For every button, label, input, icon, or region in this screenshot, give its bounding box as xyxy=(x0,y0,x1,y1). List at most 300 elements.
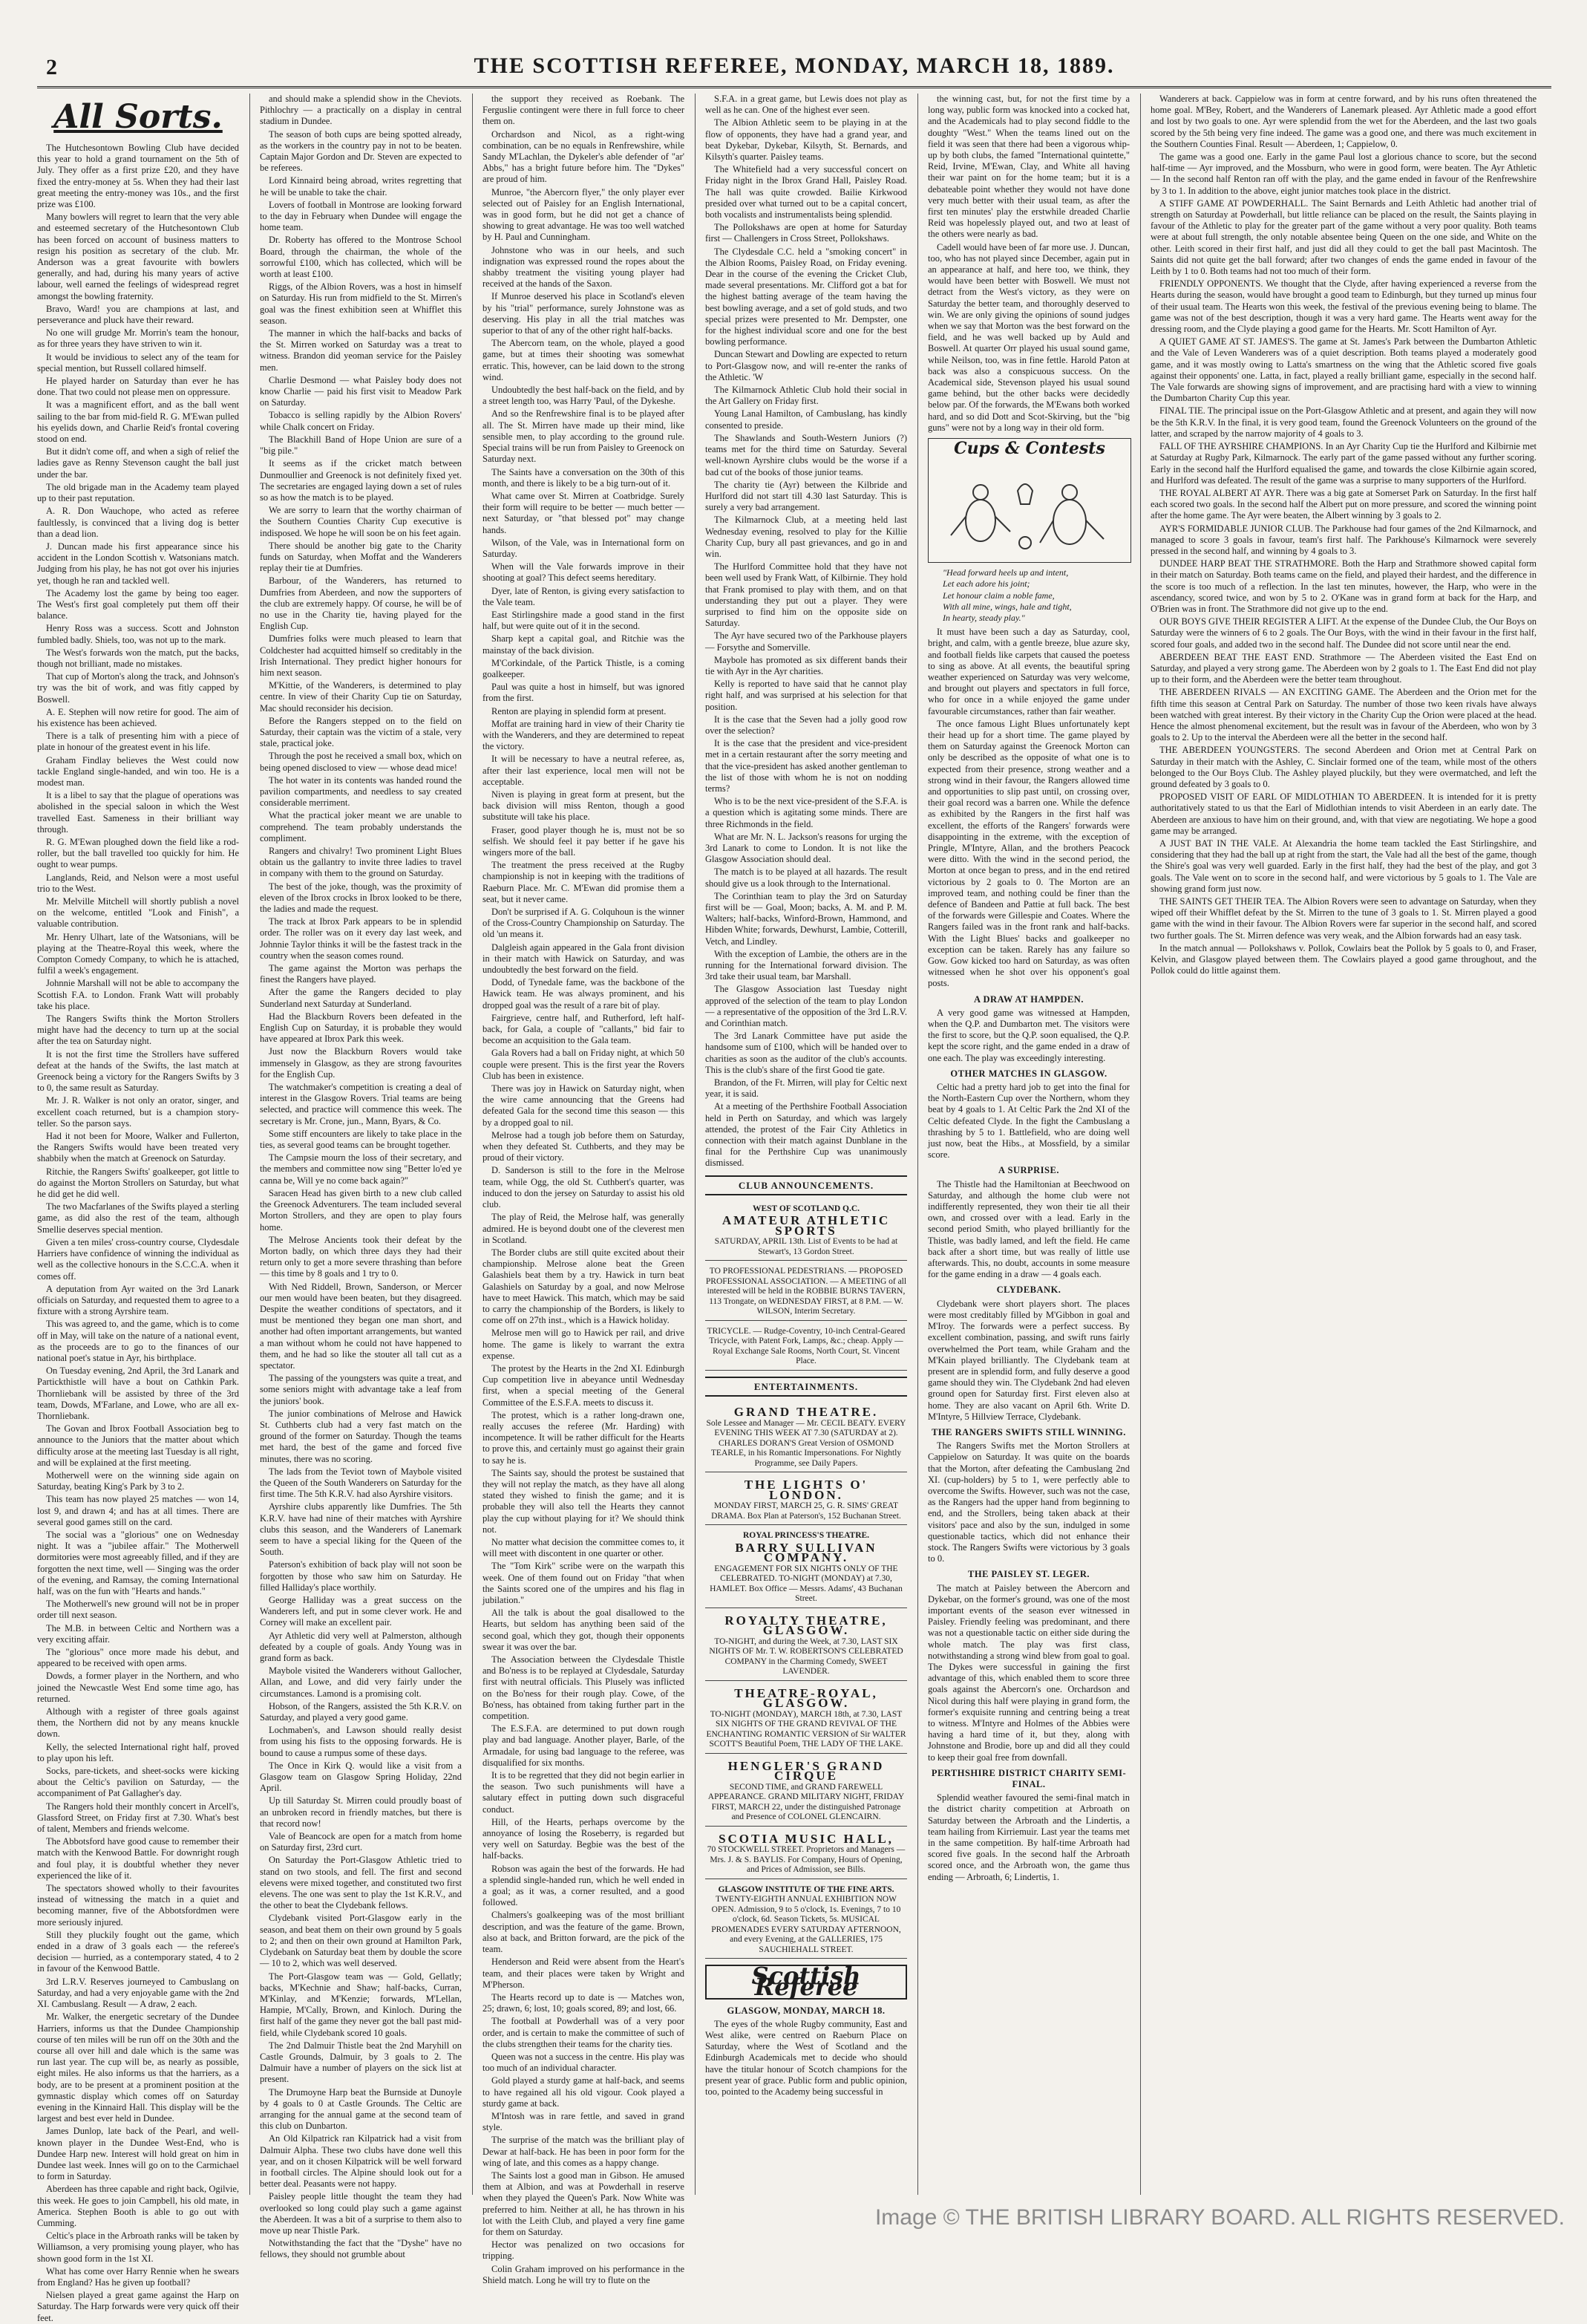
article-paragraph: Some stiff encounters are likely to take place in the ties, as several good teams can be brought together. xyxy=(260,1128,462,1151)
article-paragraph: A STIFF GAME AT POWDERHALL. The Saint Bernards and Leith Athletic had another trial of strength on Saturday at Powderhall, but little reliance can be placed on the result, the Saints playing in favour of the Athletic to play for the greater part of the game without a very poor quality. Both teams were at about full strength, the only notable absentee being Queen on the one side, and White on the other. Leith scored in their first half, and just did all they could to get the ball past Macintosh. The Saints did not quite get the ball forward; after two changes of ends the game ended in favour of the Leith by 1 to 0. Both teams had not too much of their form. xyxy=(1151,198,1537,277)
article-paragraph: Given a ten miles' cross-country course, Clydesdale Harriers have confidence of winning the individual as well as the collective honours in the S.C.C.A. when it comes off. xyxy=(37,1236,239,1282)
article-subheading: THE PAISLEY ST. LEGER. xyxy=(968,1569,1090,1580)
column-6-body xyxy=(1151,94,1537,978)
article-paragraph: Riggs, of the Albion Rovers, was a host in himself on Saturday. His run from midfield to the St. Mirren's goal was the finest exhibition seen at Whifflet this season. xyxy=(260,281,462,326)
article-paragraph: The Saints lost a good man in Gibson. He amused them at Albion, and was at Powderhall in reserve when they played the Queen's Park. Now White was preferred to him. Neither at all, he has thrown in his lot with the Leith Club, and played a very fine game for them on Saturday. xyxy=(482,2170,684,2237)
article-paragraph: The Campsie mourn the loss of their secretary, and the members and committee now sing "Better lo'ed ye canna be, Will ye no come back again?" xyxy=(260,1152,462,1186)
advertisement xyxy=(705,1611,907,1681)
article-paragraph: The Saints say, should the protest be sustained that they will not replay the match, as they have all along stated they wished to finish the game; and it is probable they will also tell the Hearts they cannot play the cup without playing for it? We should think not. xyxy=(482,1467,684,1535)
advertisement xyxy=(705,1684,907,1754)
article-paragraph: The Melrose Ancients took their defeat by the Morton badly, on which three days they had their return only to get a more severe thrashing than before — this time by 8 goals and 1 try to 0. xyxy=(260,1234,462,1279)
article-paragraph: Paisley people little thought the team they had overlooked so long could play such a game against the Aberdeen. It was a bit of a surprise to them also to move up near Thistle Park. xyxy=(260,2191,462,2236)
article-paragraph: ABERDEEN BEAT THE EAST END. Strathmore — The Aberdeen visited the East End on Saturday, and played a very strong game. The Aberdeen won by 2 goals to 1. The East End did not play up to their form, and the Aberdeen were the better team throughout. xyxy=(1151,651,1537,685)
article-paragraph: With the exception of Lambie, the others are in the running for the International forward division. The 3rd take their usual team, bar Marshall. xyxy=(705,948,907,982)
column-1-body xyxy=(37,143,239,2324)
article-paragraph: The Association between the Clydesdale Thistle and Bo'ness is to be replayed at Clydesdale, Saturday first with neutral officials. This Plusely was inflicted on the Bo'ness for their rough play. Cowe, of the Bo'ness, has obtained from taking further part in the competition. xyxy=(482,1654,684,1722)
article-paragraph: Lochmaben's, and Lawson should really desist from using his fists to the opposing forwards. He is bound to cause a rumpus some of these days. xyxy=(260,1725,462,1758)
article-paragraph: Socks, pare-tickets, and sheet-socks were kicking about the Celtic's pavilion on Saturday, — the accompaniment of Pat Gallagher's day. xyxy=(37,1766,239,1799)
article-paragraph: Gala Rovers had a ball on Friday night, at which 50 couple were present. This is the first year the Rovers Club has been in existence. xyxy=(482,1048,684,1081)
article-paragraph: There was joy in Hawick on Saturday night, when the wire came announcing that the Greens had defeated Gala for the second time this season — this by a dropped goal to nil. xyxy=(482,1083,684,1128)
article-paragraph: FRIENDLY OPPONENTS. We thought that the Clyde, after having experienced a reverse from the Hearts during the season, would have brought a good team to Edinburgh, but they turned up minus four of their usual team. The Hearts won this week, the festival of the previous evening being to blame. The game was not of the best description, though it was a very hard game. The Hearts went away for the dressing room, and the Clyde playing a good game for the Hearts. Mr. Scott Hamilton of Ayr. xyxy=(1151,278,1537,335)
article-paragraph: The Ayr have secured two of the Parkhouse players — Forsythe and Somerville. xyxy=(705,630,907,653)
article-paragraph: Although with a register of three goals against them, the Northern did not by any means knuckle down. xyxy=(37,1706,239,1740)
article-paragraph: Orchardson and Nicol, as a right-wing combination, can be no equals in Renfrewshire, while Sandy M'Lachlan, the Dykeler's able defender of "ar' Abbs," has a bright future before him. The "Dykes" are proud of him. xyxy=(482,128,684,185)
article-paragraph: The Rangers hold their monthly concert in Arcell's, Glassford Street, on Friday first at 7.30. What's best of talent, Members and friends welcome. xyxy=(37,1801,239,1835)
ad-title: GRAND THEATRE. xyxy=(733,1405,879,1420)
advertisement xyxy=(705,1830,907,1879)
verse-line: In hearty, steady play." xyxy=(943,612,1025,623)
article-paragraph: Mr. Henry Ulhart, late of the Watsonians, will be playing at the Theatre-Royal this week, where the Compton Comedy Company, to which he is attached, fulfil a week's engagement. xyxy=(37,931,239,976)
article-paragraph: FALL OF THE AYRSHIRE CHAMPIONS. In an Ayr Charity Cup tie the Hurlford and Kilbirnie met at Saturday at Rugby Park, Kilmarnock. The early part of the game passed without any further scoring. Early in the second half the Hurlford equalised the game, and towards the close Kilbirnie again scored, and Hurlford was defeated. The result of the game was a surprise to many supporters of the Hurlford. xyxy=(1151,441,1537,486)
article-paragraph: A QUIET GAME AT ST. JAMES'S. The game at St. James's Park between the Dumbarton Athletic and the Vale of Leven Wanderers was of a quiet description. Both teams played a moderately good game, and it was mostly owing to Latta's smartness on the wing that the Athletic scored five goals against their opponents' one. Latta, in fact, played a really brilliant game, especially in the second half. The Vale forwards are showing signs of improvement, and are practising hard with a view to winning the Dumbarton Charity Cup this year. xyxy=(1151,336,1537,404)
article-paragraph: Henry Ross was a success. Scott and Johnston fumbled badly. Shiels, too, was not up to the mark. xyxy=(37,623,239,645)
ad-title: BARRY SULLIVAN COMPANY. xyxy=(735,1540,877,1565)
article-paragraph: Ayr Athletic did very well at Palmerston, although defeated by a couple of goals. Andy Young was in grand form as back. xyxy=(260,1630,462,1664)
ad-body: TRICYCLE. — Rudge-Coventry, 10-inch Central-Geared Tricycle, with Patent Fork, Lamps, &c.; cheap. Apply — Royal Exchange Sale Rooms, North Court, St. Vincent Place. xyxy=(707,1326,906,1366)
column-5 xyxy=(928,94,1130,2195)
column-5-body-bottom xyxy=(928,994,1130,1883)
article-paragraph: He played harder on Saturday than ever he has done. That two could not please men on oppressure. xyxy=(37,376,239,398)
article-paragraph: Chalmers's goalkeeping was of the most brilliant description, and was the feature of the game. Brown, also at back, and Britton forward, are the pick of the team. xyxy=(482,1910,684,1955)
article-paragraph: Motherwell were on the winning side again on Saturday, beating King's Park by 3 to 2. xyxy=(37,1469,239,1492)
article-paragraph: After the game the Rangers decided to play Sunderland next Saturday at Sunderland. xyxy=(260,987,462,1009)
verse-block xyxy=(928,567,1130,624)
ad-body: TWENTY-EIGHTH ANNUAL EXHIBITION NOW OPEN. Admission, 9 to 5 o'clock, 1s. Evenings, 7 to 10 o'clock, 6d. Season Tickets, 5s. MUSICAL PROMENADES EVERY SATURDAY AFTERNOON, and every Evening, at the GALLERIES, 175 SAUCHIEHALL STREET. xyxy=(711,1895,901,1954)
page-number: 2 xyxy=(46,55,57,79)
article-paragraph: Wilson, of the Vale, was in International form on Saturday. xyxy=(482,537,684,559)
article-paragraph: Mr. J. R. Walker is not only an orator, singer, and excellent coach returned, but is a champion story-teller. So the parson says. xyxy=(37,1095,239,1129)
article-paragraph: Niven is playing in great form at present, but the back division will miss Renton, though a good substitute will take his place. xyxy=(482,789,684,823)
article-paragraph: The hot water in its contents was handed round the pavilion compartments, and needless to say created considerable merriment. xyxy=(260,774,462,809)
article-paragraph: Moffat are training hard in view of their Charity tie with the Wanderers, and they are determined to repeat the victory. xyxy=(482,718,684,752)
article-subheading: THE RANGERS SWIFTS STILL WINNING. xyxy=(932,1426,1126,1437)
article-paragraph: At a meeting of the Perthshire Football Association held in Perth on Saturday, and which was largely attended, the protest of the Fair City Athletics in connection with their match against Dunblane in the final for the Perthshire Cup was unanimously dismissed. xyxy=(705,1101,907,1169)
article-paragraph: OUR BOYS GIVE THEIR REGISTER A LIFT. At the expense of the Dundee Club, the Our Boys on Saturday were the winners of 6 to 2 goals. The Our Boys, with the wind in their favour in the first half, scored four goals, and added two in the second half. The Dundee did not score until near the end. xyxy=(1151,616,1537,650)
article-paragraph: Langlands, Reid, and Nelson were a most useful trio to the West. xyxy=(37,872,239,894)
advertisement xyxy=(705,1757,907,1827)
article-paragraph: It must have been such a day as Saturday, cool, bright, and calm, with a gentle breeze, blue azure sky, and football fields like carpets that caused the poetess to sing as above. At all events, the beautiful spring weather experienced on Saturday was very welcome, and brought out players and spectators in full force, who for once in a while enjoyed the game under favourable circumstances, rather than fair weather. xyxy=(928,627,1130,717)
article-paragraph: There should be another big gate to the Charity funds on Saturday, when Moffat and the Wanderers replay their tie at Dumfries. xyxy=(260,540,462,574)
article-paragraph: The football at Powderhall was of a very poor order, and is certain to make the committee of such of the clubs strengthen their teams for the charity ties. xyxy=(482,2016,684,2049)
article-paragraph: The spectators showed wholly to their favourites instead of witnessing the match in a quiet and becoming manner, five of the Abbotsfordmen were more seriously injured. xyxy=(37,1883,239,1928)
article-paragraph: The Kilmarnock Club, at a meeting held last Wednesday evening, resolved to play for the Killie Charity Cup, bury all past grievances, and go in and win. xyxy=(705,515,907,559)
article-subheading: OTHER MATCHES IN GLASGOW. xyxy=(950,1068,1107,1079)
article-paragraph: It is not the first time the Strollers have suffered defeat at the hands of the Swifts, the last match at Greenock being a victory for the Rangers Swifts by 3 to 0, the same result as Saturday. xyxy=(37,1048,239,1094)
ad-body: TO-NIGHT, and during the Week, at 7.30, LAST SIX NIGHTS OF Mr. T. W. ROBERTSON'S CELEBRATED COMPANY in the Charming Comedy, SWEET LAVENDER. xyxy=(709,1636,903,1677)
article-paragraph: The game against the Morton was perhaps the finest the Rangers have played. xyxy=(260,963,462,985)
article-paragraph: On Tuesday evening, 2nd April, the 3rd Lanark and Partickthistle will have a bout on Cathkin Park. Thornliebank will be assisted by three of the 3rd team, Dowds, M'Farlane, and Lowe, who are all ex-Thornliebank. xyxy=(37,1365,239,1421)
column-rule xyxy=(695,94,696,2195)
advertisement xyxy=(705,1264,907,1321)
column-4 xyxy=(705,94,907,2195)
article-paragraph: The watchmaker's competition is creating a deal of interest in the Glasgow Rovers. Trial teams are being selected, and practice will commence this week. The secretary is Mr. Crone, jun., Mann, Byars, & Co. xyxy=(260,1082,462,1126)
article-paragraph: 3rd L.R.V. Reserves journeyed to Cambuslang on Saturday, and had a very enjoyable game with the 2nd XI. Cambuslang. Result — A draw, 2 each. xyxy=(37,1976,239,2010)
article-paragraph: A. R. Don Wauchope, who acted as referee faultlessly, is convinced that a living dog is better than a dead lion. xyxy=(37,506,239,539)
article-paragraph: The Shawlands and South-Western Juniors (?) teams met for the third time on Saturday. Several well-known Ayrshire clubs would be the worse if a bad cut of the books of those junior teams. xyxy=(705,432,907,477)
illustration-title: Cups & Contests xyxy=(954,439,1105,459)
advertisement xyxy=(705,1882,907,1959)
article-paragraph: On Saturday the Port-Glasgow Athletic tried to stand on two stools, and fell. The first and second elevens were mixed together, and constituted two first elevens. The one was sent to play the 1st K.R.V., and the other to beat the Clydebank fellows. xyxy=(260,1855,462,1911)
article-paragraph: Tobacco is selling rapidly by the Albion Rovers' while Chalk concert on Friday. xyxy=(260,410,462,432)
article-paragraph: The M.B. in between Celtic and Northern was a very exciting affair. xyxy=(37,1622,239,1645)
masthead: THE SCOTTISH REFEREE, MONDAY, MARCH 18, 1889. xyxy=(474,53,1115,78)
article-paragraph: Splendid weather favoured the semi-final match in the district charity competition at Arbroath on Saturday between the Arbroath and the Lindertis, a team hailing from Kirriemuir. Last year the teams met in the same competition. By half-time Arbroath had scored five goals. In the second half the Arbroath scored once, and the Arbroath won, the game thus ending — Arbroath, 6; Lindertis, 1. xyxy=(928,1792,1130,1882)
advertisement xyxy=(705,1528,907,1608)
article-paragraph: The Border clubs are still quite excited about their championship. Melrose alone beat the Green Galashiels beat them by a try. Hawick in turn beat Galashiels on Saturday by a goal, and now Melrose have to meet Hawick. This match, which may be said to carry the championship of the Borders, is likely to come off on 27th inst., which is a Hawick holiday. xyxy=(482,1247,684,1326)
article-paragraph: Munroe, "the Abercorn flyer," the only player ever selected out of Paisley for an English International, was in good form, but he did not get a chance of showing to great advantage. He was too well watched by H. Paul and Cunningham. xyxy=(482,186,684,243)
article-paragraph: Had the Blackburn Rovers been defeated in the English Cup on Saturday, it is probable they would have appeared at Ibrox Park this week. xyxy=(260,1011,462,1045)
column-rule xyxy=(1140,94,1141,2195)
article-paragraph: The play of Reid, the Melrose half, was generally admired. He is beyond doubt one of the cleverest men in Scotland. xyxy=(482,1212,684,1245)
cups-and-contests-illustration xyxy=(928,438,1131,563)
article-paragraph: George Halliday was a great success on the Wanderers left, and put in some clever work. He and Corney will make an excellent pair. xyxy=(260,1595,462,1628)
article-paragraph: The "glorious" once more made his debut, and appeared to be received with open arms. xyxy=(37,1647,239,1669)
article-paragraph: Colin Graham improved on his performance in the Shield match. Long he will try to flute on the xyxy=(482,2263,684,2285)
article-paragraph: If Munroe deserved his place in Scotland's eleven by his "trial" performance, surely Johnstone was as deserving. His play in all the trial matches was superior to that of any of the other right half-backs. xyxy=(482,291,684,336)
article-paragraph: In the match annual — Pollokshaws v. Pollok, Cowlairs beat the Pollok by 5 goals to 0, and Fraser, Kelvin, and Glasgow played between them. The Cowlairs played a good game throughout, and the Pollok could do little against them. xyxy=(1151,942,1537,976)
article-paragraph: The old brigade man in the Academy team played up to their past reputation. xyxy=(37,481,239,504)
verse-line: Let honour claim a noble fame, xyxy=(943,590,1055,601)
article-paragraph: Hobson, of the Rangers, assisted the 5th K.R.V. on Saturday, and played a very good game. xyxy=(260,1700,462,1723)
article-paragraph: The Clydesdale C.C. held a "smoking concert" in the Albion Rooms, Paisley Road, on Friday evening. Dear in the course of the evening the Cricket Club, made several presentations. Mr. Clifford got a bat for the highest batting average of the team having the best bowling average, and a set of gold studs, and two special prizes were presented to Mr. Dempster, one for the highest individual score and one for the best bowling performance. xyxy=(705,246,907,347)
article-paragraph: We are sorry to learn that the worthy chairman of the Southern Counties Charity Cup executive is indisposed. We hope he will soon be on his feet again. xyxy=(260,505,462,538)
verse-line: With all mine, wings, hale and tight, xyxy=(943,601,1072,612)
ad-body: 70 STOCKWELL STREET. Proprietors and Managers — Mrs. J. & S. BAYLIS. For Company, Hours of Opening, and Prices of Admission, see Bills. xyxy=(707,1845,906,1875)
article-paragraph: This was agreed to, and the game, which is to come off in May, will take on the nature of a national event, as the proceeds are to go to the finances of our national poet's statue in Ayr, his birthplace. xyxy=(37,1319,239,1363)
club-ads xyxy=(705,1201,907,1371)
article-paragraph: Wanderers at back. Cappielow was in form at centre forward, and by his runs often threatened the home goal. M'Bey, Robert, and the Wanderers of Lanemark pleased. Ayr Athletic made a good effort and lost by two goals to one. Ayr were splendid from the wet for the Aberdeen, and the last two goals scored by the 5th being very fine indeed. The game was a good one, and there was much excitement in the Southern Counties Final. Result — Aberdeen, 1; Cappielow, 0. xyxy=(1151,94,1537,149)
ad-heading: WEST OF SCOTLAND Q.C. xyxy=(752,1204,860,1213)
article-subheading: A SURPRISE. xyxy=(998,1165,1059,1176)
article-paragraph: the support they received as Roebank. The Ferguslie contingent were there in full force to cheer them on. xyxy=(482,94,684,127)
article-paragraph: Celtic's place in the Arbroath ranks will be taken by Williamson, a very promising young player, who has shown good form in the 1st XI. xyxy=(37,2230,239,2264)
column-6 xyxy=(1151,94,1537,2195)
article-paragraph: The passing of the youngsters was quite a treat, and some seniors might with advantage take a leaf from the juniors' book. xyxy=(260,1373,462,1406)
article-paragraph: Brandon, of the Ft. Mirren, will play for Celtic next year, it is said. xyxy=(705,1077,907,1100)
article-paragraph: Queen was not a success in the centre. His play was too much of an individual character. xyxy=(482,2051,684,2074)
article-paragraph: The Thistle had the Hamiltonian at Beechwood on Saturday, and although the home club were not indifferently represented, they won their tie all their own, and crossed over with a lead. Early in the second period Smith, who played brilliantly for the Thistle, was badly lamed, and left the field. He came back after a short time, but was really of little use afterwards. This, no doubt, accounts in some measure for the game ending in a draw — 4 goals each. xyxy=(928,1178,1130,1280)
page-header xyxy=(37,52,1551,88)
ad-heading: GLASGOW INSTITUTE OF THE FINE ARTS. xyxy=(718,1884,894,1894)
article-paragraph: FINAL TIE. The principal issue on the Port-Glasgow Athletic and at present, and again they will now be the 5th K.R.V. In the final, it is very good team, found the Greenock Volunteers on the ground of the latter, and scraped by the narrow majority of 4 goals to 3. xyxy=(1151,405,1537,439)
ad-title: THEATRE-ROYAL, GLASGOW. xyxy=(734,1685,878,1711)
article-paragraph: Undoubtedly the best half-back on the field, and by a street length too, was Harry 'Paul, of the Dykeshe. xyxy=(482,385,684,407)
advertisement xyxy=(705,1324,907,1371)
article-paragraph: That cup of Morton's along the track, and Johnson's try was the bit of work, and was fitly capped by Boswell. xyxy=(37,671,239,705)
article-paragraph: It is the case that the Seven had a jolly good row over the selection? xyxy=(705,714,907,736)
article-paragraph: M'Corkindale, of the Partick Thistle, is a coming goalkeeper. xyxy=(482,657,684,679)
article-paragraph: The Once in Kirk Q. would like a visit from a Glasgow team on Glasgow Spring Holiday, 22nd April. xyxy=(260,1760,462,1794)
ad-body: SECOND TIME, and GRAND FAREWELL APPEARANCE. GRAND MILITARY NIGHT, FRIDAY FIRST, MARCH 22, under the distinguished Patronage and Presence of COLONEL GLENCAIRN. xyxy=(707,1782,905,1822)
column-5-body-top xyxy=(928,94,1130,434)
column-rule xyxy=(917,94,918,2195)
article-paragraph: R. G. M'Ewan ploughed down the field like a rod-roller, but the ball travelled too quickly for him. He ought to wear pumps. xyxy=(37,836,239,870)
article-paragraph: All the talk is about the goal disallowed to the Hearts, but seldom has anything been said of the second goal, which they got, though their opponents swear it was over the bar. xyxy=(482,1607,684,1652)
article-paragraph: With Ned Riddell, Brown, Sanderson, or Mercer our men would have been beaten, but they disagreed. Despite the weather conditions of spectators, and it must be mentioned they began one man short, and another had often important arrangements, but wanted a man without whom he could not have happened to them, and he had so like the stouter all tall cut as a spectator. xyxy=(260,1281,462,1371)
article-paragraph: An Old Kilpatrick ran Kilpatrick had a visit from Dalmuir Alpha. These two clubs have done well this year, and on it chosen Kilpatrick will be well forward in football circles. The Alpine should look out for a better deal. Peasants were not happy. xyxy=(260,2133,462,2190)
article-paragraph: The Hurlford Committee hold that they have not been well used by Frank Watt, of Kilbirnie. They hold that Frank promised to play with them, and on that understanding they put out a player. They were surprised to find him on the opposite side on Saturday. xyxy=(705,561,907,629)
ad-body: TO PROFESSIONAL PEDESTRIANS. — PROPOSED PROFESSIONAL ASSOCIATION. — A MEETING of all interested will be held in the ROBBIE BURNS TAVERN, 113 Trongate, on WEDNESDAY FIRST, at 8 P.M. — W. WILSON, Interim Secretary. xyxy=(705,1267,907,1316)
article-paragraph: Sharp kept a capital goal, and Ritchie was the mainstay of the back division. xyxy=(482,633,684,656)
article-paragraph: The Hutchesontown Bowling Club have decided this year to hold a grand tournament on the 5th of July. They offer as a first prize £20, and they have fixed the entry-money at 5s. When they had their last great meeting the entry-money was 10s., and the first prize was £100. xyxy=(37,143,239,210)
column-3 xyxy=(482,94,684,2285)
article-paragraph: Renton are playing in splendid form at present. xyxy=(491,705,667,717)
ad-body: Sole Lessee and Manager — Mr. CECIL BEATY. EVERY EVENING THIS WEEK AT 7.30 (SATURDAY at 2). CHARLES DORAN'S Great Version of OSMOND TEARLE, in his Romantic Impersonations. For Nightly Programme, see Daily Papers. xyxy=(706,1418,906,1468)
ad-title: HENGLER'S GRAND CIRQUE xyxy=(727,1758,885,1783)
article-paragraph: It would be invidious to select any of the team for special mention, but Russell collared himself. xyxy=(37,351,239,373)
article-paragraph: S.F.A. in a great game, but Lewis does not play as well as he can. One of the highest ever seen. xyxy=(705,94,907,116)
article-paragraph: Saracen Head has given birth to a new club called the Greenock Adventurers. The team included several Morton Strollers, and they are open to play fours home. xyxy=(260,1187,462,1233)
article-paragraph: Up till Saturday St. Mirren could proudly boast of an unbroken record in friendly matches, but there is that record now! xyxy=(260,1795,462,1829)
article-paragraph: The junior combinations of Melrose and Hawick St. Cuthberts club had a very fast match on the ground of the former on Saturday. Though the teams met hard, the best of the game and forced five minutes, there was no scoring. xyxy=(260,1408,462,1464)
article-paragraph: and should make a splendid show in the Cheviots. Pithlochry — a practically on a display in central stadium in Dundee. xyxy=(260,94,462,127)
article-paragraph: Who is to be the next vice-president of the S.F.A. is a question which is agitating some minds. There are three Richmonds in the field. xyxy=(705,796,907,829)
article-paragraph: Vale of Beancock are open for a match from home on Saturday first, 23rd curt. xyxy=(260,1831,462,1853)
article-paragraph: Don't be surprised if A. G. Colquhoun is the winner of the Cross-Country Championship on Saturday. The old 'un means it. xyxy=(482,907,684,940)
verse-line: Let each adore his joint; xyxy=(943,578,1030,590)
article-paragraph: No one will grudge Mr. Morrin's team the honour, as for three years they have striven to win it. xyxy=(37,327,239,350)
article-paragraph: A JUST BAT IN THE VALE. At Alexandria the home team tackled the East Stirlingshire, and considering that they had the ball up at right from the start, the Vale had all the best of the game, though the Shire's goal was very well guarded. Early in the first half, they had the best of the play, and got 3 goals. The Vale went on to score in the second half, and were victorious by 5 goals to 1. The Vale are showing grand form just now. xyxy=(1151,838,1537,894)
article-paragraph: Gold played a sturdy game at half-back, and seems to have regained all his old vigour. Cook played a sturdy game at back. xyxy=(482,2075,684,2109)
article-paragraph: A. E. Stephen will now retire for good. The aim of his existence has been achieved. xyxy=(37,706,239,728)
article-paragraph: The Hearts record up to date is — Matches won, 25; drawn, 6; lost, 10; goals scored, 89; and lost, 66. xyxy=(482,1991,684,2014)
article-paragraph: D. Sanderson is still to the fore in the Melrose team, while Ogg, the old St. Cuthbert's quarter, was induced to don the jersey on Saturday to assist his old club. xyxy=(482,1165,684,1210)
article-paragraph: Fairgrieve, centre half, and Rutherford, left half-back, for Gala, a couple of "callants," bid fair to become an acquisition to the Gala team. xyxy=(482,1012,684,1046)
article-paragraph: What has come over Harry Rennie when he swears from England? Has he given up football? xyxy=(37,2265,239,2288)
article-paragraph: It seems as if the cricket match between Dunmoullier and Greenock is not definitely fixed yet. The secretaries are engaged laying down a set of rules so as how the match is to be played. xyxy=(260,458,462,503)
article-paragraph: Maybole has promoted as six different bands their tie with Ayr in the Ayr charities. xyxy=(705,654,907,676)
article-paragraph: THE ROYAL ALBERT AT AYR. There was a big gate at Somerset Park on Saturday. In the first half each scored two goals. In the second half the Albert put on more pressure, and scored the winning point after the home game. The Ayr were beaten, the Albert winning by 3 goals to 2. xyxy=(1151,487,1537,521)
article-paragraph: The Whitefield had a very successful concert on Friday night in the Ibrox Grand Hall, Paisley Road. The hall was quite crowded. Bailie Kirkwood presided over what turned out to be a capital concert, both vocalists and instrumentalists being splendid. xyxy=(705,164,907,221)
article-paragraph: James Dunlop, late back of the Pearl, and well-known player in the Dundee West-End, who is Dundee Harp new. Interest will hold great on him in Dundee last week. Innes will go on to the Carmichael to form in Saturday. xyxy=(37,2126,239,2182)
article-paragraph: Dr. Roberty has offered to the Montrose School Board, through the chairman, the whole of the sorrowful £100, which has collected, which will be worth at least £100. xyxy=(260,235,462,280)
article-paragraph: A deputation from Ayr waited on the 3rd Lanark officials on Saturday, and requested them to agree to a fixture with a strong Ayrshire team. xyxy=(37,1283,239,1317)
article-paragraph: The match is to be played at all hazards. The result should give us a look through to the International. xyxy=(705,866,907,889)
entertainments-heading: ENTERTAINMENTS. xyxy=(705,1377,907,1397)
ad-title: THE LIGHTS O' LONDON. xyxy=(744,1478,868,1502)
article-paragraph: The Blackhill Band of Hope Union are sure of a "big pile." xyxy=(260,434,462,457)
article-paragraph: Charlie Desmond — what Paisley body does not know Charlie — paid his first visit to Meadow Park on Saturday. xyxy=(260,374,462,408)
article-paragraph: Dowds, a former player in the Northern, and who joined the Newcastle West End some time ago, has returned. xyxy=(37,1671,239,1704)
article-paragraph: The Abbotsford have good cause to remember their match with the Kenwood Battle. For downright rough and foul play, it is doubtful whether they never experienced the like of it. xyxy=(37,1836,239,1881)
article-paragraph: The Govan and Ibrox Football Association beg to announce to the Juniors that the matter about which difficulty arose at the meeting last Tuesday is all right, and will be explained at the first meeting. xyxy=(37,1423,239,1468)
club-announcements-heading: CLUB ANNOUNCEMENTS. xyxy=(705,1175,907,1195)
article-paragraph: The two Macfarlanes of the Swifts played a sterling game, as did also the rest of the team, although Smellie deserves special mention. xyxy=(37,1201,239,1235)
article-paragraph: PROPOSED VISIT OF EARL OF MIDLOTHIAN TO ABERDEEN. It is intended for it is pretty authoritatively stated to us that the Earl of Midlothian intends to visit Aberdeen in an early date. The Aberdeen are anxious to have him on their ground, and, with that view are negotiating. We hope a good game may be arranged. xyxy=(1151,791,1537,836)
article-paragraph: Melrose had a tough job before them on Saturday, when they defeated St. Cuthberts, and they may be proud of their victory. xyxy=(482,1129,684,1163)
article-paragraph: The treatment the press received at the Rugby championship is not in keeping with the traditions of Raeburn Place. Mr. C. M'Ewan did promise them a seat, but it never came. xyxy=(482,860,684,904)
article-paragraph: But it didn't come off, and when a sigh of relief the ladies gave as Renny Stevenson caught the ball just under the bar. xyxy=(37,446,239,480)
ad-title: SCOTIA MUSIC HALL, xyxy=(719,1831,894,1846)
article-paragraph: Kelly is reported to have said that he cannot play right half, and was surprised at his selection for that position. xyxy=(705,679,907,712)
article-paragraph: Dodd, of Tynedale fame, was the backbone of the Hawick team. He was always prominent, and his dropped goal was the result of a rare bit of play. xyxy=(482,977,684,1011)
illustration-drawing xyxy=(929,439,1130,562)
article-paragraph: The Glasgow Association last Tuesday night approved of the selection of the team to play London — a representative of the opposition of the 3rd L.R.V. and Corinthian match. xyxy=(705,984,907,1029)
article-paragraph: Barbour, of the Wanderers, has returned to Dumfries from Aberdeen, and now the supporters of the club are extremely happy. Of course, he will be of no use in the Charity tie, having played for the English Cup. xyxy=(260,575,462,632)
column-2 xyxy=(260,94,462,2260)
column-1 xyxy=(37,94,239,2323)
column-rule xyxy=(472,94,473,2195)
article-paragraph: What the practical joker meant we are unable to comprehend. The team probably understands the compliment. xyxy=(260,810,462,843)
article-paragraph: Hector was penalized on two occasions for tripping. xyxy=(482,2239,684,2262)
article-paragraph: Young Lanal Hamilton, of Cambuslang, has kindly consented to preside. xyxy=(705,408,907,431)
article-paragraph: The best of the joke, though, was the proximity of eleven of the Ibrox crocks in Ibrox looked to be there, the ladies and made the request. xyxy=(260,881,462,915)
article-paragraph: Had it not been for Moore, Walker and Fullerton, the Rangers Swifts would have been treated very shabbily when the match at Greenock on Saturday. xyxy=(37,1131,239,1164)
article-paragraph: The Academy lost the game by being too eager. The West's first goal completely put them off their balance. xyxy=(37,587,239,621)
article-paragraph: No matter what decision the committee comes to, it will meet with discontent in one quarter or other. xyxy=(482,1536,684,1559)
verse-line: "Head forward heels up and intent, xyxy=(943,567,1069,578)
copyright-notice: Image © THE BRITISH LIBRARY BOARD. ALL RIGHTS RESERVED. xyxy=(874,2205,1565,2230)
article-paragraph: M'Intosh was in rare fettle, and saved in grand style. xyxy=(482,2110,684,2133)
article-paragraph: The Corinthian team to play the 3rd on Saturday first will be — Goal, Moon; backs, A. M. and P. M. Walters; half-backs, Winford-Brown, Hammond, and Hibden White; forwards, Dewhurst, Lambie, Cotterill, Vetch, and Lindley. xyxy=(705,890,907,947)
article-paragraph: The protest, which is a rather long-drawn one, really accuses the referee (Mr. Harding) with incompetence. It will be rather difficult for the Hearts to prove this, and certainly must go against their grain to say he is. xyxy=(482,1409,684,1466)
article-paragraph: Rangers and chivalry! Two prominent Light Blues obtain us the gallantry to invite three ladies to travel in company with them to the ground on Saturday. xyxy=(260,846,462,879)
article-paragraph: The social was a "glorious" one on Wednesday night. It was a "jubilee affair." The Motherwell dormitories were most agreeably filled, and if they are forgotten the next time, well — Singing was the order of the evening, and Ramsay, the coming International half, was on the fun with "Hearts and hands." xyxy=(37,1529,239,1596)
column-4-body-top xyxy=(705,94,907,1169)
article-paragraph: Johnstone who was in our heels, and such indignation was expressed round the ropes about the shabby treatment the visiting young player had received at the hands of the Saxon. xyxy=(482,244,684,290)
article-paragraph: Cadell would have been of far more use. J. Duncan, too, who has not played since December, again put in an appearance at half, and here too, we think, they would have been better with Boswell. We must not detract from the West's victory, as they were on Saturday the better team, and thoroughly deserved to win. We are only giving the opinions of sound judges when we say that Morton was the best forward on the field, and he was well backed up by Auld and Boswell. At quarter Orr played his usual sound game, while Neilson, too, was in fine fettle. Harold Paton at back was also a conspicuous success. On the Academical side, Stevenson played his usual sound game behind, but the other backs were decidedly below par. Of the forwards, the M'Ewans both worked hard, and so did Dott and Scot-Skirving, but the "big guns" were not by a long way in their old form. xyxy=(928,241,1130,433)
article-paragraph: The season of both cups are being spotted already, as the workers in the country pay in not to be beaten. Captain Major Gordon and Dr. Steven are expected to be referees. xyxy=(260,128,462,174)
article-paragraph: Dyer, late of Renton, is giving every satisfaction to the Vale team. xyxy=(482,585,684,607)
article-paragraph: Aberdeen has three capable and right back, Ogilvie, this week. He goes to join Campbell, his old mate, in America. Stephen Booth is able to go out with Cumming. xyxy=(37,2184,239,2228)
article-paragraph: It will be necessary to have a neutral referee, as, after their last experience, local men will not be acceptable. xyxy=(482,754,684,787)
article-paragraph: Dalgleish again appeared in the Gala front division in their match with Hawick on Saturday, and was undoubtedly the best forward on the field. xyxy=(482,941,684,976)
article-paragraph: Lovers of football in Montrose are looking forward to the day in February when Dundee will engage the home team. xyxy=(260,199,462,233)
article-paragraph: East Stirlingshire made a good stand in the first half, but were quite out of it in the second. xyxy=(482,609,684,632)
section-title-all-sorts: All Sorts. xyxy=(53,98,223,136)
article-paragraph: The charity tie (Ayr) between the Kilbride and Hurlford did not start till 4.30 last Saturday. This is surely a very bad arrangement. xyxy=(705,479,907,513)
article-paragraph: When will the Vale forwards improve in their shooting at goal? This defect seems hereditary. xyxy=(482,561,684,584)
article-paragraph: The surprise of the match was the brilliant play of Dewar at half-back. He has been in poor form for the wing of late, and this comes as a happy change. xyxy=(482,2135,684,2168)
article-paragraph: The Rangers Swifts met the Morton Strollers at Cappielow on Saturday. It was quite on the boards that the Morton, after defeating the Cambuslang 2nd XI. (cup-holders) by 5 to 1, were perfectly able to overcome the Swifts. However, such was not the case, as the Rangers had the upper hand from beginning to end, and the Strollers, being taken aback at their visitors' pace and also by the sun, indulged in some questionable tactics, which did not enhance their stock. The Rangers Swifts were victorious by 3 goals to 0. xyxy=(928,1440,1130,1564)
article-paragraph: Robson was again the best of the forwards. He had a splendid single-handed run, which he well ended in a goal; as it was, a corner resulted, and a good followed. xyxy=(482,1863,684,1908)
referee-dateline: GLASGOW, MONDAY, MARCH 18. xyxy=(727,2005,886,2016)
article-paragraph: Mr. Melville Mitchell will shortly publish a novel on the welcome, entitled "Look and Finish", a valuable contribution. xyxy=(37,896,239,930)
article-paragraph: Clydebank visited Port-Glasgow early in the season, and beat them on their own ground by 5 goals to 2; and then on their own ground at Hamilton Park, Clydebank on Saturday beat them by double the score — 10 to 2, which was well deserved. xyxy=(260,1913,462,1969)
article-paragraph: Maybole visited the Wanderers without Gallocher, Allan, and Lowe, and did very fairly under the circumstances. Lamond is a promising colt. xyxy=(260,1665,462,1699)
article-paragraph: The Kilmarnock Athletic Club hold their social in the Art Gallery on Friday first. xyxy=(705,385,907,407)
article-paragraph: The game was a good one. Early in the game Paul lost a glorious chance to score, but the second half-time — Ayr improved, and the Mossburn, who were in good form, were beaten. The Ayr Athletic — In the second half Renton ran off with the play, and the game ended in favour of the Renfrewshire by 3 to 1. In addition to the above, eight junior matches took place in the district. xyxy=(1151,151,1537,196)
column-2-body xyxy=(260,94,462,2261)
article-paragraph: Ritchie, the Rangers Swifts' goalkeeper, got little to do against the Morton Strollers on Saturday, but what he did get he did well. xyxy=(37,1166,239,1200)
article-paragraph: Before the Rangers stepped on to the field on Saturday, their captain was the victim of a stale, very stale, practical joke. xyxy=(260,715,462,749)
article-paragraph: The track at Ibrox Park appears to be in splendid order. The roller was on it every day last week, and Johnnie Taylor thinks it will be the fastest track in the country when the season comes round. xyxy=(260,916,462,961)
column-rule xyxy=(249,94,250,2195)
article-paragraph: AYR'S FORMIDABLE JUNIOR CLUB. The Parkhouse had four games of the 2nd Kilmarnock, and managed to score 3 goals in favour, team's first half. The Parkhouse's Kilmarnock were severely pressed in the second half, and winning by 4 goals to 3. xyxy=(1151,523,1537,556)
article-paragraph: The Motherwell's new ground will not be in proper order till next season. xyxy=(37,1599,239,1621)
article-paragraph: M'Kittie, of the Wanderers, is determined to play centre. In view of their Charity Cup tie on Saturday, Mac should reconsider his decision. xyxy=(260,680,462,714)
article-paragraph: Just now the Blackburn Rovers would take immensely in Glasgow, as they are strong favourites for the English Cup. xyxy=(260,1046,462,1080)
article-paragraph: THE SAINTS GET THEIR TEA. The Albion Rovers were seen to advantage on Saturday, when they wiped off their Whifflet defeat by the St. Mirren to the tune of 3 goals to 1. St. Mirren played a good game with the wind in their favour. The Albion Rovers were far superior in the second half, and scored two further goals. The St. Mirren defence was very weak, and the Albion forwards had an easy task. xyxy=(1151,896,1537,941)
advertisement xyxy=(705,1475,907,1525)
article-paragraph: Through the post he received a small box, which on being opened disclosed to view — whose dead mice! xyxy=(260,751,462,773)
article-paragraph: The once famous Light Blues unfortunately kept their head up for a short time. The game played by them on Saturday against the Greenock Morton can only be described as the opposite of what one is to expected from their presence, strong weather and a strong wind in their favour, the Rangers allowed time and opportunities to slip past until, on crossing over, their goal record was a barren one. While the defence as exhibited by the Rangers in the first half was excellent, the efforts of the Rangers' forwards were disappointing in the extreme, with the exception of Pringle, M'Intyre, Allan, and the brothers Peacock were ditto. With the wind in the second period, the Morton at once began to press, and in the end retired victorious by 2 goals to 0. The Morton are an improved team, and nothing could be finer than the defence of Bandeen and Pattie at full back. The best of the forwards were Gillespie and Coates. Where the Rangers failed was in the front rank and half-backs. With the Light Blues' backs and goalkeeper no exception can be taken. Rarely has any failure so Gow. Gow kicked too hard on Saturday, as was often witnessed when he shot over his opponent's goal posts. xyxy=(928,718,1130,989)
article-paragraph: Still they pluckily fought out the game, which ended in a draw of 3 goals each — the referee's decision — hurried, as a contemporary stated, 4 to 2 in favour of the Kenwood Battle. xyxy=(37,1929,239,1974)
article-paragraph: Mr. Walker, the energetic secretary of the Dundee Harriers, informs us that the Dundee Championship course of ten miles will be run off on the 30th and the course all over hill and dale which is the same was run last year. The cup will be, as nearly as possible, eight miles. He also informs us that the harriers, as a body, are to be present at a prominent position at the gymnastic display which comes off on Saturday evening in the Kinnaird Hall. This display will be the largest and best ever held in Dundee. xyxy=(37,2011,239,2124)
article-paragraph: This team has now played 25 matches — won 14, lost 9, and drawn 4; and has at all times. There are several good games still on the card. xyxy=(37,1494,239,1527)
article-paragraph: The Pollokshaws are open at home for Saturday first — Challengers in Cross Street, Pollokshaws. xyxy=(705,222,907,244)
article-subheading: A DRAW AT HAMPDEN. xyxy=(974,993,1084,1005)
article-paragraph: Notwithstanding the fact that the "Dyshe" have no fellows, they should not grumble about xyxy=(260,2238,462,2260)
article-paragraph: Bravo, Ward! you are champions at last, and perseverance and pluck have their reward. xyxy=(37,303,239,326)
column-3-body xyxy=(482,94,684,2286)
article-paragraph: Henderson and Reid were absent from the Heart's team, and their places were taken by Wright and M'Pherson. xyxy=(482,1956,684,1990)
scottish-referee-title: Scottish Referee xyxy=(705,1965,907,1999)
article-paragraph: The Drumoyne Harp beat the Burnside at Dunoyle by 4 goals to 0 at Castle Grounds. The Celtic are arranging for the annual game at the second team of this club on Dunbarton. xyxy=(260,2086,462,2132)
article-paragraph: The E.S.F.A. are determined to put down rough play and bad language. Another player, Barle, of the Armadale, for using bad language to the referee, was disqualified for six months. xyxy=(482,1723,684,1768)
column-4-body-bottom xyxy=(705,2019,907,2098)
article-paragraph: Many bowlers will regret to learn that the very able and esteemed secretary of the Hutchesontown Club has been forced on account of business matters to resign his position as secretary of the club. Mr. Anderson was a great favourite with bowlers generally, and had, during his many years of active labour, well earned the feelings of widespread regret amongst the bowling fraternity. xyxy=(37,212,239,301)
advertisement xyxy=(705,1403,907,1472)
article-paragraph: It is a libel to say that the plague of operations was abolished in the special saloon in which the West travelled East. Sameness in their brilliant way through. xyxy=(37,790,239,835)
ad-heading: ROYAL PRINCESS'S THEATRE. xyxy=(742,1531,870,1541)
article-paragraph: It was a magnificent effort, and as the ball went sailing to the bar from mid-field R. G. M'Ewan pulled his eyelids down, and Charlie Reid's frontal covering stood on end. xyxy=(37,399,239,445)
article-paragraph: The 3rd Lanark Committee have put aside the handsome sum of £100, which will be handed over to charities as soon as the auditor of the club's accounts. This is the club's share of the first Good tie gate. xyxy=(705,1031,907,1075)
article-paragraph: Duncan Stewart and Dowling are expected to return to Port-Glasgow now, and will re-enter the ranks of the Athletic. 'W xyxy=(705,349,907,382)
article-paragraph: The West's forwards won the match, put the backs, though not brilliant, made no mistakes. xyxy=(37,647,239,669)
article-paragraph: Dumfries folks were much pleased to learn that Coldchester had acquitted himself so creditably in the Irish International. They predict higher honours for him next season. xyxy=(260,633,462,678)
ad-body: MONDAY FIRST, MARCH 25, G. R. SIMS' GREAT DRAMA. Box Plan at Paterson's, 152 Buchanan Street. xyxy=(711,1501,901,1521)
article-paragraph: There is a talk of presenting him with a piece of plate in honour of the greatest event in his life. xyxy=(37,731,239,753)
column-5-body-mid xyxy=(928,627,1130,990)
article-paragraph: It is to be regretted that they did not begin earlier in the season. Two such punishments will have a salutary effect in putting down such disgraceful conduct. xyxy=(482,1770,684,1815)
article-paragraph: Clydebank were short players short. The places were most creditably filled by M'Gibbon in goal and M'Iroy. The forwards were a perfect success. By excellent combination, passing, and swift runs fairly overwhelmed the Port team, while Graham and the M'Kain played brilliantly. The Clydebank team at present are in splendid form, and fully deserve a good game should they win. The Clydebank 2nd had eleven ground open for Saturday first. First eleven also at home. They are also vacant on April 6th. Write D. M'Intyre, 5 Hillview Terrace, Clydebank. xyxy=(928,1298,1130,1422)
article-paragraph: It is the case that the president and vice-president met in a certain restaurant after the sorry meeting and that the vice-president has asked another gentleman to the list of those with whom he is not on nodding terms? xyxy=(705,738,907,794)
article-paragraph: The protest by the Hearts in the 2nd XI. Edinburgh Cup competition live in abeyance until Wednesday first, when a special meeting of the General Committee of the E.S.F.A. meets to discuss it. xyxy=(482,1362,684,1408)
article-paragraph: The Saints have a conversation on the 30th of this month, and there is likely to be a big turn-out of it. xyxy=(482,466,684,489)
article-paragraph: The lads from the Teviot town of Maybole visited the Queen of the South Wanderers on Saturday for the first time. The 5th K.R.V. had also Ayrshire visitors. xyxy=(260,1466,462,1500)
ad-body: TO-NIGHT (MONDAY), MARCH 18th, at 7.30, LAST SIX NIGHTS OF THE GRAND REVIVAL OF THE ENCHANTING ROMANTIC VERSION of Sir WALTER SCOTT'S Beautiful Poem, THE LADY OF THE LAKE. xyxy=(706,1709,906,1749)
article-paragraph: What came over St. Mirren at Coatbridge. Surely their form will require to be better — much better — next Saturday, or "that blessed pot" may change hands. xyxy=(482,490,684,535)
ad-body: SATURDAY, APRIL 13th. List of Events to be had at Stewart's, 13 Gordon Street. xyxy=(714,1237,898,1256)
article-paragraph: The Rangers Swifts think the Morton Strollers might have had the decency to turn up at the social after the tea on Saturday night. xyxy=(37,1014,239,1047)
article-paragraph: The Port-Glasgow team was — Gold, Gellatly; backs, M'Kechnie and Shaw; half-backs, Curran, M'Kinlay, and M'Kenzie; forwards, M'Lellan, Hampie, M'Cally, Brown, and Kinloch. During the first half of the game they never got the ball past mid-field, while Clydebank scored 10 goals. xyxy=(260,1971,462,2038)
article-paragraph: J. Duncan made his first appearance since his accident in the London Scottish v. Watsonians match. Judging from his play, he has not got over his injuries yet, though he ran and tackled well. xyxy=(37,541,239,586)
article-paragraph: DUNDEE HARP BEAT THE STRATHMORE. Both the Harp and Strathmore showed capital form in their match on Saturday. Both teams came on the field, and played their hardest, and the difference in the score is too much of a reflection. In the last ten minutes, however, the Harp, who were in the ascendancy, scored twice, and won by 5 to 2. O'Kane was in grand form at back for the Harp, and O'Brien was in front. The Strathmore did not give up to the end. xyxy=(1151,558,1537,614)
article-paragraph: Hill, of the Hearts, perhaps overcome by the annoyance of losing the Roseberry, is regarded but very well on Saturday. Begbie was the best of the half-backs. xyxy=(482,1816,684,1861)
article-paragraph: Melrose men will go to Hawick per rail, and drive home. The game is likely to warrant the extra expense. xyxy=(482,1328,684,1361)
article-subheading: PERTHSHIRE DISTRICT CHARITY SEMI-FINAL. xyxy=(931,1767,1127,1790)
entertainment-ads xyxy=(705,1403,907,1959)
article-paragraph: The manner in which the half-backs and backs of the St. Mirren worked on Saturday was a treat to witness. Brandon did yeoman service for the Paisley men. xyxy=(260,328,462,373)
article-paragraph: THE ABERDEEN RIVALS — AN EXCITING GAME. The Aberdeen and the Orion met for the fifth time this season at Central Park on Saturday. The number of those two keen rivals have always been watched with great interest. By their victory in the Charity Cup the Orion were placed at the head. Hence the almost phenomenal excitement, but the result was in favour of the Aberdeen, who won by 3 goals to 2. Up to the interval the Aberdeen were all the better in the second half. xyxy=(1151,687,1537,743)
article-paragraph: A very good game was witnessed at Hampden, when the Q.P. and Dumbarton met. The visitors were the first to score, but the Q.P. soon equalised, the Q.P. kept the score right, and the game ended in a draw of one each. The play was exceedingly interesting. xyxy=(928,1007,1130,1063)
article-paragraph: the winning cast, but, for not the first time by a long way, public form was knocked into a cocked hat, and the Academicals had to play second fiddle to the doughty "West." When the teams lined out on the field it was seen that there had been a vigorous whip-up by both clubs, the famed "International quintette," Reid, Irvine, M'Ewan, Clay, and White all having their war paint on for the home team; but it is a debateable point whether they would not have done very much better with their usual team, as after the first ten minutes' play the erstwhile dreaded Charlie Reid was hopelessly played out, and two at least of the others were nearly as bad. xyxy=(928,94,1130,240)
article-paragraph: Graham Findlay believes the West could now tackle England single-handed, and win too. He is a modest man. xyxy=(37,754,239,788)
article-paragraph: The Albion Athletic seem to be playing in at the flow of opponents, they have had a grand year, and beat Dykebar, Dykebar, Kilsyth, St. Bernards, and Kilsyth's quarter. Paisley teams. xyxy=(705,117,907,163)
article-paragraph: Johnnie Marshall will not be able to accompany the Scottish F.A. to London. Frank Watt will probably take his place. xyxy=(37,978,239,1011)
article-paragraph: The eyes of the whole Rugby community, East and West alike, were centred on Raeburn Place on Saturday, where the West of Scotland and the Edinburgh Academicals met to decide who should have the titular honour of Scotch champions for the present year of grace. Public form and public opinion, too, pointed to the Academy being successful in xyxy=(705,2018,907,2097)
article-paragraph: The Abercorn team, on the whole, played a good game, but at times their shooting was somewhat erratic. This, however, can be laid down to the strong wind. xyxy=(482,338,684,382)
article-paragraph: Fraser, good player though he is, must not be so selfish. We should feel it pay better if he gave his wingers more of the ball. xyxy=(482,824,684,858)
ad-title: ROYALTY THEATRE, GLASGOW. xyxy=(724,1613,888,1638)
article-paragraph: Paul was quite a host in himself, but was ignored from the first. xyxy=(482,682,684,704)
article-paragraph: The 2nd Dalmuir Thistle beat the 2nd Maryhill on Castle Grounds, Dalmuir, by 3 goals to 2. The Dalmuir have a number of players on the sick list at present. xyxy=(260,2040,462,2085)
article-paragraph: Kelly, the selected International right half, proved to play upon his left. xyxy=(37,1741,239,1763)
article-paragraph: And so the Renfrewshire final is to be played after all. The St. Mirren have made up their mind, like sensible men, to play according to the ground rule. Special trains will be run from Paisley to Greenock on Saturday next. xyxy=(482,408,684,465)
ad-body: ENGAGEMENT FOR SIX NIGHTS ONLY OF THE CELEBRATED. TO-NIGHT (MONDAY) at 7.30, HAMLET. Box Office — Messrs. Adams', 43 Buchanan Street. xyxy=(710,1564,903,1604)
article-paragraph: Celtic had a pretty hard job to get into the final for the North-Eastern Cup over the Northern, whom they beat by 4 goals to 1. At Celtic Park the 2nd XI of the Celtic defeated Clyde. In the fight the Cambuslang a thrashing by 5 to 1. Battlefield, who are doing well just now, beat the Hibs., at Mossfield, by a similar score. xyxy=(928,1082,1130,1161)
ad-title: AMATEUR ATHLETIC SPORTS xyxy=(721,1213,891,1238)
advertisement xyxy=(705,1201,907,1261)
article-paragraph: Paterson's exhibition of back play will not soon be forgotten by those who saw him on Saturday. He filled Halliday's place worthily. xyxy=(260,1559,462,1593)
article-subheading: CLYDEBANK. xyxy=(996,1285,1061,1296)
article-paragraph: Lord Kinnaird being abroad, writes regretting that he will be unable to take the chair. xyxy=(260,175,462,198)
article-paragraph: The "Tom Kirk" scribe were on the warpath this week. One of them found out on Friday "that when the Saints scored one of the umpires and his flag in jubilation." xyxy=(482,1561,684,1605)
article-paragraph: Ayrshire clubs apparently like Dumfries. The 5th K.R.V. have had nine of their matches with Ayrshire clubs this season, and the Wanderers of Lanemark seem to have a special liking for the Queen of the South. xyxy=(260,1501,462,1558)
article-paragraph: Nielsen played a great game against the Harp on Saturday. The Harp forwards were very quick off their feet. xyxy=(37,2290,239,2323)
article-paragraph: The match at Paisley between the Abercorn and Dykebar, on the former's ground, was one of the most important events of the season ever witnessed in Paisley. Friendly feeling was predominant, and there was not a questionable tactic on either side during the whole match. The play was first class, notwithstanding a strong wind blew from goal to goal. The Dykes were successful in gaining the first advantage of this, which enabled them to score three goals against the Abercorn's one. Orchardson and Nicol during this half were playing in grand form, the former's exquisite running and centring being a treat to witness. M'Intyre and Holmes of the Abbies were having a hard time of it, but they, along with Johnstone and Brodie, bore up and did all they could to keep their goal free from downfall. xyxy=(928,1582,1130,1763)
